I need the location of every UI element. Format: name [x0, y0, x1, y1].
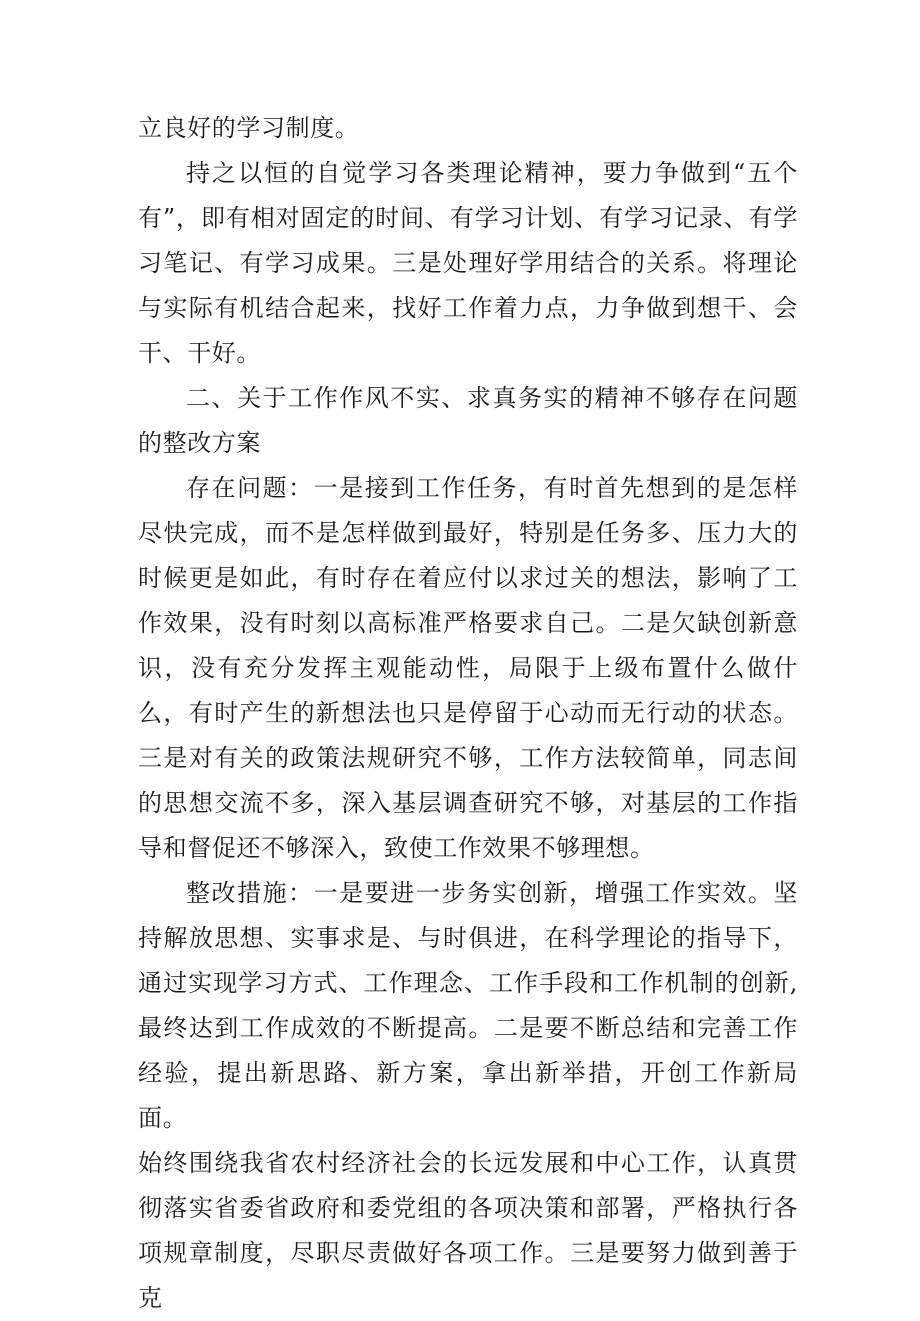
- paragraph-2: 持之以恒的自觉学习各类理论精神，要力争做到“五个有”，即有相对固定的时间、有学习计划、有学习记录、有学习笔记、有学习成果。三是处理好学用结合的关系。将理论与实际有机结合起来，找好工作着力点，力争做到想干、会干、干好。: [138, 159, 798, 367]
- paragraph-measures: 整改措施：一是要进一步务实创新，增强工作实效。坚持解放思想、实事求是、与时俱进，在科学理论的指导下，通过实现学习方式、工作理念、工作手段和工作机制的创新,最终达到工作成效的不断提高。二是要不断总结和完善工作经验，提出新思路、新方案，拿出新举措，开创工作新局面。: [138, 879, 798, 1132]
- paragraph-continuation: 始终围绕我省农村经济社会的长远发展和中心工作，认真贯彻落实省委省政府和委党组的各项决策和部署，严格执行各项规章制度，尽职尽责做好各项工作。三是要努力做到善于克: [138, 1149, 798, 1312]
- paragraph-problems: 存在问题：一是接到工作任务，有时首先想到的是怎样尽快完成，而不是怎样做到最好，特别是任务多、压力大的时候更是如此，有时存在着应付以求过关的想法，影响了工作效果，没有时刻以高标准严格要求自己。二是欠缺创新意识，没有充分发挥主观能动性，局限于上级布置什么做什么，有时产生的新想法也只是停留于心动而无行动的状态。三是对有关的政策法规研究不够，工作方法较简单，同志间的思想交流不多，深入基层调查研究不够，对基层的工作指导和督促还不够深入，致使工作效果不够理想。: [138, 474, 798, 862]
- section-heading: 二、关于工作作风不实、求真务实的精神不够存在问题的整改方案: [138, 384, 798, 457]
- document-body: [138, 106, 798, 1321]
- paragraph-1: 立良好的学习制度。: [138, 114, 360, 142]
